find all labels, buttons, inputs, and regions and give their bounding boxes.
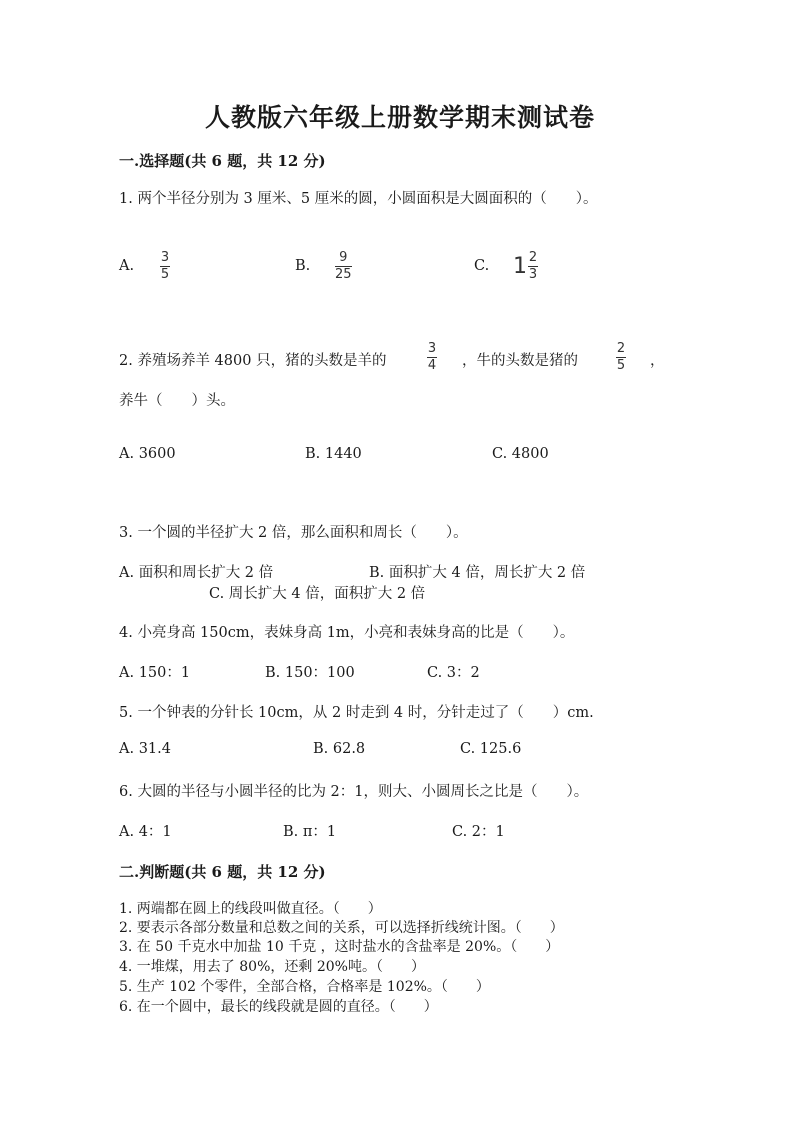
page-title: 人教版六年级上册数学期末测试卷 xyxy=(204,103,595,132)
q6-option-b: B. π：1 xyxy=(283,824,337,840)
q1-option-a-label: A. xyxy=(119,258,135,274)
judgement-item-3: 3. 在 50 千克水中加盐 10 千克 ，这时盐水的含盐率是 20%。（ ） xyxy=(119,939,560,955)
q5-option-b: B. 62.8 xyxy=(313,741,366,757)
judgement-item-2: 2. 要表示各部分数量和总数之间的关系，可以选择折线统计图。（ ） xyxy=(119,920,564,936)
q2-fraction-2 xyxy=(616,342,626,373)
q6-option-a: A. 4：1 xyxy=(119,824,172,840)
q6-option-c: C. 2：1 xyxy=(452,824,505,840)
section-1-heading: 一.选择题(共 6 题，共 12 分) xyxy=(119,152,326,170)
judgement-item-1: 1. 两端都在圆上的线段叫做直径。（ ） xyxy=(119,901,382,917)
q2-option-b: B. 1440 xyxy=(305,446,362,462)
q4-option-a: A. 150：1 xyxy=(119,665,191,681)
q1-option-b-fraction xyxy=(335,251,352,282)
mixed-fraction xyxy=(528,251,538,282)
fraction-denominator: 3 xyxy=(528,267,538,282)
q1-option-b-label: B. xyxy=(295,258,311,274)
fraction-numerator: 3 xyxy=(160,250,170,265)
q1-option-a-fraction xyxy=(160,251,170,282)
q2-option-c: C. 4800 xyxy=(492,446,549,462)
q5-option-c: C. 125.6 xyxy=(460,741,522,757)
judgement-item-6: 6. 在一个圆中，最长的线段就是圆的直径。（ ） xyxy=(119,999,438,1015)
fraction-numerator: 2 xyxy=(528,250,538,265)
fraction-numerator: 2 xyxy=(616,341,626,356)
q1-option-c-label: C. xyxy=(474,258,490,274)
judgement-item-5: 5. 生产 102 个零件，全部合格，合格率是 102%。（ ） xyxy=(119,979,490,995)
mixed-whole: 1 xyxy=(513,254,527,279)
q2-option-a: A. 3600 xyxy=(119,446,176,462)
q4-option-c: C. 3：2 xyxy=(427,665,480,681)
fraction-denominator: 25 xyxy=(335,267,352,282)
q3-option-a: A. 面积和周长扩大 2 倍 xyxy=(119,565,274,581)
question-2-text-pre: 2. 养殖场养羊 4800 只，猪的头数是羊的 xyxy=(119,353,387,369)
question-3-text: 3. 一个圆的半径扩大 2 倍，那么面积和周长（ ）。 xyxy=(119,525,468,541)
q2-fraction-1 xyxy=(427,342,437,373)
fraction-numerator: 9 xyxy=(339,250,348,265)
q1-option-c-mixed-number xyxy=(513,251,538,282)
question-2-text-post: ， xyxy=(650,353,665,369)
fraction-denominator: 5 xyxy=(616,358,626,373)
q5-option-a: A. 31.4 xyxy=(119,741,171,757)
q4-option-b: B. 150：100 xyxy=(265,665,355,681)
question-5-text: 5. 一个钟表的分针长 10cm，从 2 时走到 4 时，分针走过了（ ）cm. xyxy=(119,705,594,721)
fraction-numerator: 3 xyxy=(427,341,437,356)
q3-option-c: C. 周长扩大 4 倍，面积扩大 2 倍 xyxy=(209,586,426,602)
section-2-heading: 二.判断题(共 6 题，共 12 分) xyxy=(119,863,326,881)
q3-option-b: B. 面积扩大 4 倍，周长扩大 2 倍 xyxy=(369,565,586,581)
fraction-denominator: 5 xyxy=(160,267,170,282)
judgement-item-4: 4. 一堆煤，用去了 80%，还剩 20%吨。（ ） xyxy=(119,959,425,975)
question-4-text: 4. 小亮身高 150cm，表妹身高 1m，小亮和表妹身高的比是（ ）。 xyxy=(119,625,575,641)
question-1-text: 1. 两个半径分别为 3 厘米、5 厘米的圆，小圆面积是大圆面积的（ ）。 xyxy=(119,191,598,207)
fraction-denominator: 4 xyxy=(427,358,437,373)
question-2-text-mid: ，牛的头数是猪的 xyxy=(462,353,578,369)
question-2-text-line2: 养牛（ ）头。 xyxy=(119,393,235,409)
question-6-text: 6. 大圆的半径与小圆半径的比为 2：1，则大、小圆周长之比是（ ）。 xyxy=(119,784,589,800)
